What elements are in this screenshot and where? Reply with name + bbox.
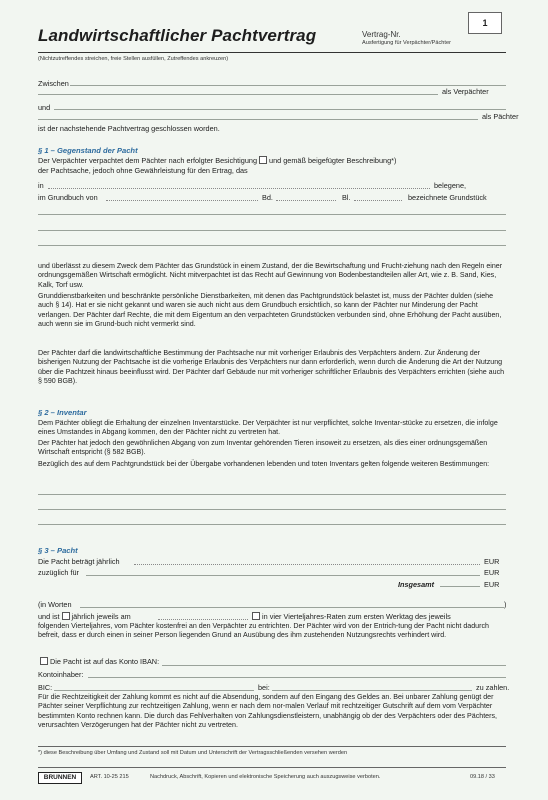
ist-label: und ist: [38, 612, 60, 621]
section-3-heading: § 3 – Pacht: [38, 546, 78, 555]
in-worten-field[interactable]: [80, 607, 504, 608]
kontoinhaber-label: Kontoinhaber:: [38, 670, 84, 679]
s2-paragraph-2: [38, 439, 506, 458]
s1-line1: [38, 156, 396, 166]
jaehrlich-label: jährlich jeweils am: [71, 612, 131, 621]
und-label: und: [38, 103, 51, 112]
bei-label: bei:: [258, 683, 270, 692]
zwischen-label: Zwischen: [38, 79, 69, 88]
s1-p3-text: Der Pächter darf die landwirtschaftliche Bestimmung der Pachtsache nur mit vorheriger Erlaubnis des Verpächters ändern. Zur Änderung der bisherigen Nutzung der Pachtsache ist die vorherige Erlaubnis des Verpächters nur dann erforderlich, wenn durch die Änderung die Art der Nutzung über die Pachtzeit hinaus beeinflusst wird. Der Pächter darf Gebäude nur mit vorheriger schriftlicher Erlaubnis des Verpächters errichten (siehe auch § 590 BGB).: [38, 349, 505, 385]
eur-label-3: EUR: [484, 580, 500, 589]
verpaechter-name-field[interactable]: [38, 94, 438, 95]
annual-checkbox[interactable]: [62, 612, 70, 620]
header-rule: [38, 52, 506, 53]
iban-line: [38, 657, 159, 667]
paechter-name-field[interactable]: [38, 119, 478, 120]
footer-rule: [38, 767, 506, 768]
eur-label-2: EUR: [484, 568, 500, 577]
in-worten-close: ): [504, 600, 507, 609]
insgesamt-label: Insgesamt: [398, 580, 435, 589]
s1-line1-b: und gemäß beigefügter Beschreibung*): [269, 156, 397, 165]
party-line-2[interactable]: [54, 109, 506, 110]
band-field[interactable]: [276, 200, 336, 201]
s1-line2: der Pachtsache, jedoch ohne Gewährleistung für den Ertrag, das: [38, 166, 248, 175]
section-1-heading: § 1 – Gegenstand der Pacht: [38, 146, 138, 155]
s3-paragraph-2: [38, 693, 506, 730]
s1-p2-text: Grunddienstbarkeiten und beschränkte persönliche Dienstbarkeiten, mit denen das Pachtgrundstück belastet ist, muss der Pächter dulden (siehe auch § 14). Hat er sie nicht gekannt und waren sie auch nicht aus dem Grundbuch ersichtlich, so kann der Pächter nur Minderung der Pacht verlangen. Der Pächter darf Rechte, die mit dem Eigentum an den verpachteten Grundstücken verbunden sind, ohne Erhöhung der Pacht ausüben, auch wenn sie im Grund-buch nicht vermerkt sind.: [38, 292, 502, 328]
insgesamt-field[interactable]: [440, 586, 480, 587]
quarterly-label: in vier Vierteljahres-Raten zum ersten Werktag des jeweils: [262, 612, 451, 621]
s1-line1-a: Der Verpächter verpachtet dem Pächter nach erfolgter Besichtigung: [38, 156, 258, 165]
als-paechter-label: als Pächter: [482, 112, 519, 121]
s1-paragraph-3: [38, 349, 506, 386]
form-instructions: (Nichtzutreffendes streichen, freie Stellen ausfüllen, Zutreffendes ankreuzen): [38, 56, 229, 62]
pacht-jaehrlich-label: Die Pacht beträgt jährlich: [38, 557, 120, 566]
copyright-notice: Nachdruck, Abschrift, Kopieren und elektronische Speicherung auch auszugsweise verboten.: [150, 774, 381, 780]
section-2-heading: § 2 – Inventar: [38, 408, 87, 417]
s2-paragraph-1: [38, 419, 506, 438]
besichtigung-checkbox[interactable]: [259, 156, 267, 164]
bic-label: BIC:: [38, 683, 53, 692]
party-line-1[interactable]: [70, 85, 506, 86]
quarterly-checkbox[interactable]: [252, 612, 260, 620]
page-number-box: 1: [468, 12, 502, 34]
zuzueglich-label: zuzüglich für: [38, 568, 79, 577]
s1-paragraph-1: [38, 262, 506, 290]
als-verpaechter-label: als Verpächter: [442, 87, 489, 96]
iban-field[interactable]: [162, 665, 506, 666]
s1-paragraph-2: [38, 292, 506, 329]
parcel-line-2[interactable]: [38, 230, 506, 231]
parcel-line-3[interactable]: [38, 245, 506, 246]
location-field[interactable]: [48, 188, 430, 189]
pacht-jaehrlich-field[interactable]: [134, 564, 480, 565]
eur-label-1: EUR: [484, 557, 500, 566]
iban-label: Die Pacht ist auf das Konto IBAN:: [50, 657, 160, 666]
inventory-line-3[interactable]: [38, 524, 506, 525]
contract-closing-text: ist der nachstehende Pachtvertrag geschlossen worden.: [38, 124, 220, 133]
zu-zahlen-label: zu zahlen.: [476, 683, 510, 692]
bezeichnete-label: bezeichnete Grundstück: [408, 193, 487, 202]
s1-p1-text: und überlässt zu diesem Zweck dem Pächter das Grundstück in einem Zustand, der die Bewirtschaftung und Frucht-ziehung nach den Regeln einer ordnungsgemäßen Wirtschaft ermöglicht. Nicht mitverpachtet ist das Recht auf Gewinnung von Bodenbestandteilen aller Art, wie z. B. Sand, Kies, Kalk, Torf usw.: [38, 262, 503, 289]
s2-p2-text: Der Pächter hat jedoch den gewöhnlichen Abgang von zum Inventar gehörenden Tieren insoweit zu ersetzen, als dies einer ordnungsgemäßen Wirtschaft entspricht (§ 582 BGB).: [38, 439, 488, 457]
belegene-label: belegene,: [434, 181, 467, 190]
s2-p3-text: Bezüglich des auf dem Pachtgrundstück bei der Übergabe vorhandenen lebenden und toten Inventars gelten folgende weiteren Bestimmungen:: [38, 460, 490, 468]
bd-label: Bd.: [262, 193, 273, 202]
footnote-text: *) diese Beschreibung über Umfang und Zustand soll mit Datum und Unterschrift der Vertragsschließenden versehen werden: [38, 750, 348, 756]
brand-logo: BRUNNEN: [38, 772, 82, 784]
payment-mode-line: [38, 612, 131, 622]
s3-paragraph-1: [38, 622, 506, 641]
s2-paragraph-3: [38, 460, 506, 469]
copy-recipient-label: Ausfertigung für Verpächter/Pächter: [362, 40, 451, 46]
inventory-line-2[interactable]: [38, 509, 506, 510]
payment-date-field[interactable]: [158, 619, 248, 620]
blatt-field[interactable]: [354, 200, 402, 201]
kontoinhaber-field[interactable]: [88, 677, 506, 678]
zuzueglich-field[interactable]: [86, 575, 480, 576]
bank-field[interactable]: [272, 690, 472, 691]
in-worten-label: (in Worten: [38, 600, 72, 609]
in-label: in: [38, 181, 44, 190]
parcel-line-1[interactable]: [38, 214, 506, 215]
bl-label: Bl.: [342, 193, 351, 202]
quarterly-option: [250, 612, 451, 622]
grundbuch-field[interactable]: [106, 200, 258, 201]
form-code: 09.18 / 33: [470, 774, 495, 780]
document-title: Landwirtschaftlicher Pachtvertrag: [38, 26, 317, 45]
footnote-rule: [38, 746, 506, 747]
s3-p1-text: folgenden Vierteljahres, vom Pächter kostenfrei an den Verpächter zu entrichten. Der Pächter wird von der Entrich-tung der Pacht nicht dadurch befreit, dass er durch einen in seiner Person liegenden Grund an Ausübung des ihm zustehenden Nutzungsrechts verhindert wird.: [38, 622, 489, 640]
grundbuch-label: im Grundbuch von: [38, 193, 98, 202]
s3-p2-text: Für die Rechtzeitigkeit der Zahlung kommt es nicht auf die Absendung, sondern auf den Eingang des Geldes an. Bei unbarer Zahlung genügt der Pächter seiner Verpflichtung zur rechtzeitigen Zahlung, wenn er nach dem nor-malen Verlauf mit rechtzeitiger Gutschrift auf dem vom Verpächter bestimmten Konto rechnen kann. Die durch das Fehlverhalten von Zahlungsdienstleistern, unabhängig ob der des Verpächters oder des Pächters, verursachten Verzögerungen hat der Pächter nicht zu vertreten.: [38, 693, 498, 729]
konto-checkbox[interactable]: [40, 657, 48, 665]
contract-number-label: Vertrag-Nr.: [362, 30, 401, 39]
bic-field[interactable]: [54, 690, 254, 691]
s2-p1-text: Dem Pächter obliegt die Erhaltung der einzelnen Inventarstücke. Der Verpächter ist nur verpflichtet, solche Inventar-stücke zu ersetzen, die infolge eines Umstandes in Abgang kommen, den der Pächter nicht zu vertreten hat.: [38, 419, 498, 437]
article-number: ART. 10-25 215: [90, 774, 129, 780]
inventory-line-1[interactable]: [38, 494, 506, 495]
